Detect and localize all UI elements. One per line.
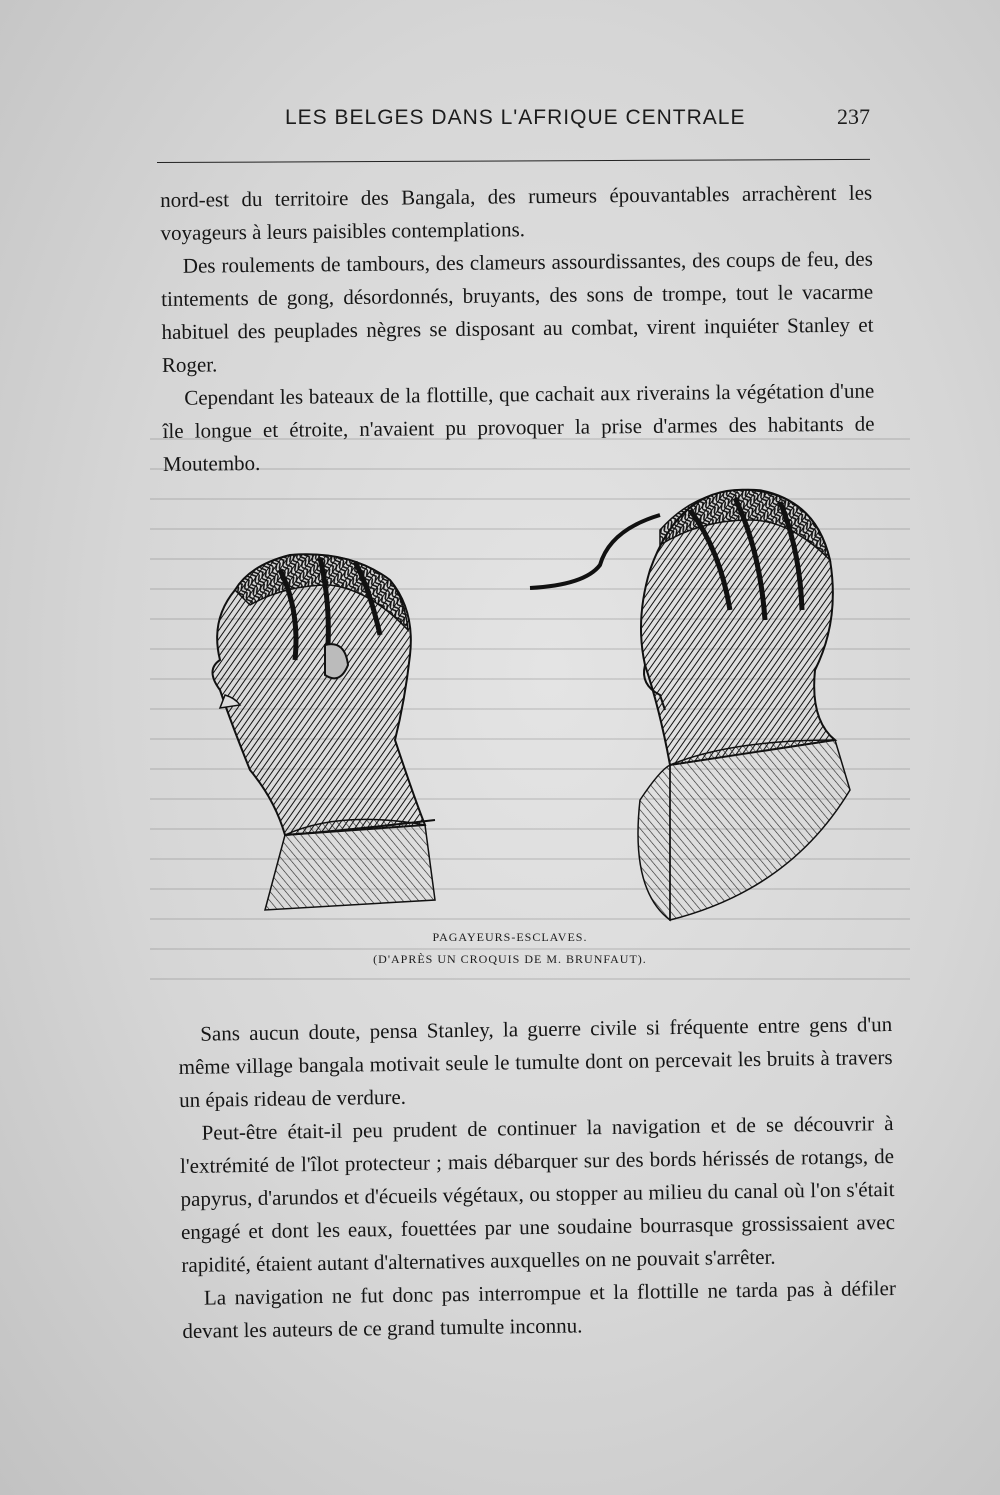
caption-credit: (D'APRÈS UN CROQUIS DE M. BRUNFAUT). [373,952,647,966]
paragraph: La navigation ne fut donc pas interrompue et la flottille ne tarda pas à défiler devant les auteurs de ce grand tumulte inconnu. [182,1276,897,1343]
paragraph: nord-est du territoire des Bangala, des rumeurs épouvantables arrachèrent les voyageurs à leurs paisibles contemplations. [160,180,873,245]
page-header [155,100,870,140]
paragraph: Cependant les bateaux de la flottille, que cachait aux riverains la végétation d'une île longue et étroite, n'avaient pu provoquer la prise d'armes des habitants de Moutembo. [162,378,875,476]
figure-caption [360,930,660,967]
right-head-illustration [530,490,850,921]
left-head-illustration [213,554,436,910]
paragraph: Des roulements de tambours, des clameurs assourdissantes, des coups de feu, des tintements de gong, désordonnés, bruyants, des sons de trompe, tout le vacarme habituel des peuplades nègres se disposant au combat, virent inquiéter Stanley et Roger. [161,246,874,377]
engraving-two-heads [190,470,870,930]
paragraph: Peut-être était-il peu prudent de continuer la navigation et de se découvrir à l'extrémité de l'îlot protecteur ; mais débarquer sur des bords hérissés de rotangs, de papyrus, d'arundos et d'écueils végétaux, ou stopper au milieu du canal où l'on s'était engagé et dont les eaux, fouettées par une soudaine bourrasque grossissaient avec rapidité, étaient autant d'alternatives auxquelles on ne pouvait s'arrêter. [179,1111,896,1277]
text-block-bottom [178,1008,897,1348]
running-title: LES BELGES DANS L'AFRIQUE CENTRALE [285,106,746,129]
header-rule [157,159,870,163]
paragraph: Sans aucun doute, pensa Stanley, la guerre civile si fréquente entre gens d'un même village bangala motivait seule le tumulte dont on percevait les bruits à travers un épais rideau de verdure. [178,1012,893,1112]
caption-title: PAGAYEURS-ESCLAVES. [432,930,588,944]
text-block-top [160,177,875,481]
page-number: 237 [837,104,870,129]
